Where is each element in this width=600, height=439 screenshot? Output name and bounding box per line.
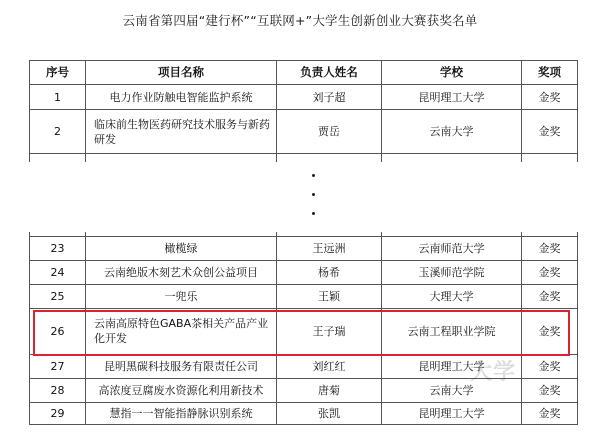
cell-school: 昆明理工大学 (382, 402, 522, 424)
cell-leader: 王子瑞 (277, 308, 382, 354)
cell-no: 26 (30, 308, 86, 354)
cell-leader: 张凯 (277, 402, 382, 424)
table-row (30, 354, 578, 378)
cell-school: 云南工程职业学院 (382, 308, 522, 354)
cell-leader: 刘红红 (277, 354, 382, 378)
cell-leader: 刘子超 (277, 85, 382, 110)
cell-no: 28 (30, 378, 86, 402)
cell-school: 云南大学 (382, 110, 522, 154)
cell-leader: 杨希 (277, 260, 382, 284)
cell-project: 云南绝版木刻艺术众创公益项目 (86, 260, 277, 284)
header-no: 序号 (30, 61, 86, 85)
cell-no: 25 (30, 284, 86, 308)
cell-no: 1 (30, 85, 86, 110)
cell-award: 金奖 (522, 284, 578, 308)
header-award: 奖项 (522, 61, 578, 85)
table-row (30, 236, 578, 260)
cell-award: 金奖 (522, 402, 578, 424)
cell-award: 金奖 (522, 260, 578, 284)
cell-project: 昆明黑碳科技服务有限责任公司 (86, 354, 277, 378)
cell-project: 慧指一一智能指静脉识别系统 (86, 402, 277, 424)
table-row (30, 110, 578, 154)
cell-no: 2 (30, 110, 86, 154)
cell-leader: 唐菊 (277, 378, 382, 402)
cell-award: 金奖 (522, 378, 578, 402)
cell-project: 高浓度豆腐废水资源化利用新技术 (86, 378, 277, 402)
table-cut-row (30, 154, 578, 162)
cell-leader: 王颖 (277, 284, 382, 308)
table-row (30, 402, 578, 424)
cell-project: 云南高原特色GABA茶相关产品产业化开发 (86, 308, 277, 354)
award-table-bottom (29, 232, 578, 425)
cell-school: 昆明理工大学 (382, 354, 522, 378)
table-row (30, 284, 578, 308)
cell-award: 金奖 (522, 110, 578, 154)
cell-leader: 王远洲 (277, 236, 382, 260)
cell-school: 大理大学 (382, 284, 522, 308)
table-header-row (30, 61, 578, 85)
cell-award: 金奖 (522, 236, 578, 260)
cell-school: 云南师范大学 (382, 236, 522, 260)
award-table-top (29, 60, 578, 162)
cell-school: 玉溪师范学院 (382, 260, 522, 284)
cell-award: 金奖 (522, 308, 578, 354)
cell-project: 临床前生物医药研究技术服务与新药研发 (86, 110, 277, 154)
header-leader: 负责人姓名 (277, 61, 382, 85)
cell-project: 一兜乐 (86, 284, 277, 308)
cell-award: 金奖 (522, 354, 578, 378)
cell-no: 23 (30, 236, 86, 260)
table-row (30, 378, 578, 402)
header-school: 学校 (382, 61, 522, 85)
cell-no: 27 (30, 354, 86, 378)
page-title: 云南省第四届“建行杯”“互联网+”大学生创新创业大赛获奖名单 (122, 13, 478, 28)
cell-no: 29 (30, 402, 86, 424)
cell-school: 云南大学 (382, 378, 522, 402)
cell-school: 昆明理工大学 (382, 85, 522, 110)
cell-no: 24 (30, 260, 86, 284)
header-project: 项目名称 (86, 61, 277, 85)
watermark: 大学 (470, 360, 517, 385)
cell-award: 金奖 (522, 85, 578, 110)
table-row (30, 260, 578, 284)
cell-project: 橄榄绿 (86, 236, 277, 260)
cell-project: 电力作业防触电智能监护系统 (86, 85, 277, 110)
cell-leader: 贾岳 (277, 110, 382, 154)
table-row-highlighted (30, 308, 578, 354)
table-row (30, 85, 578, 110)
